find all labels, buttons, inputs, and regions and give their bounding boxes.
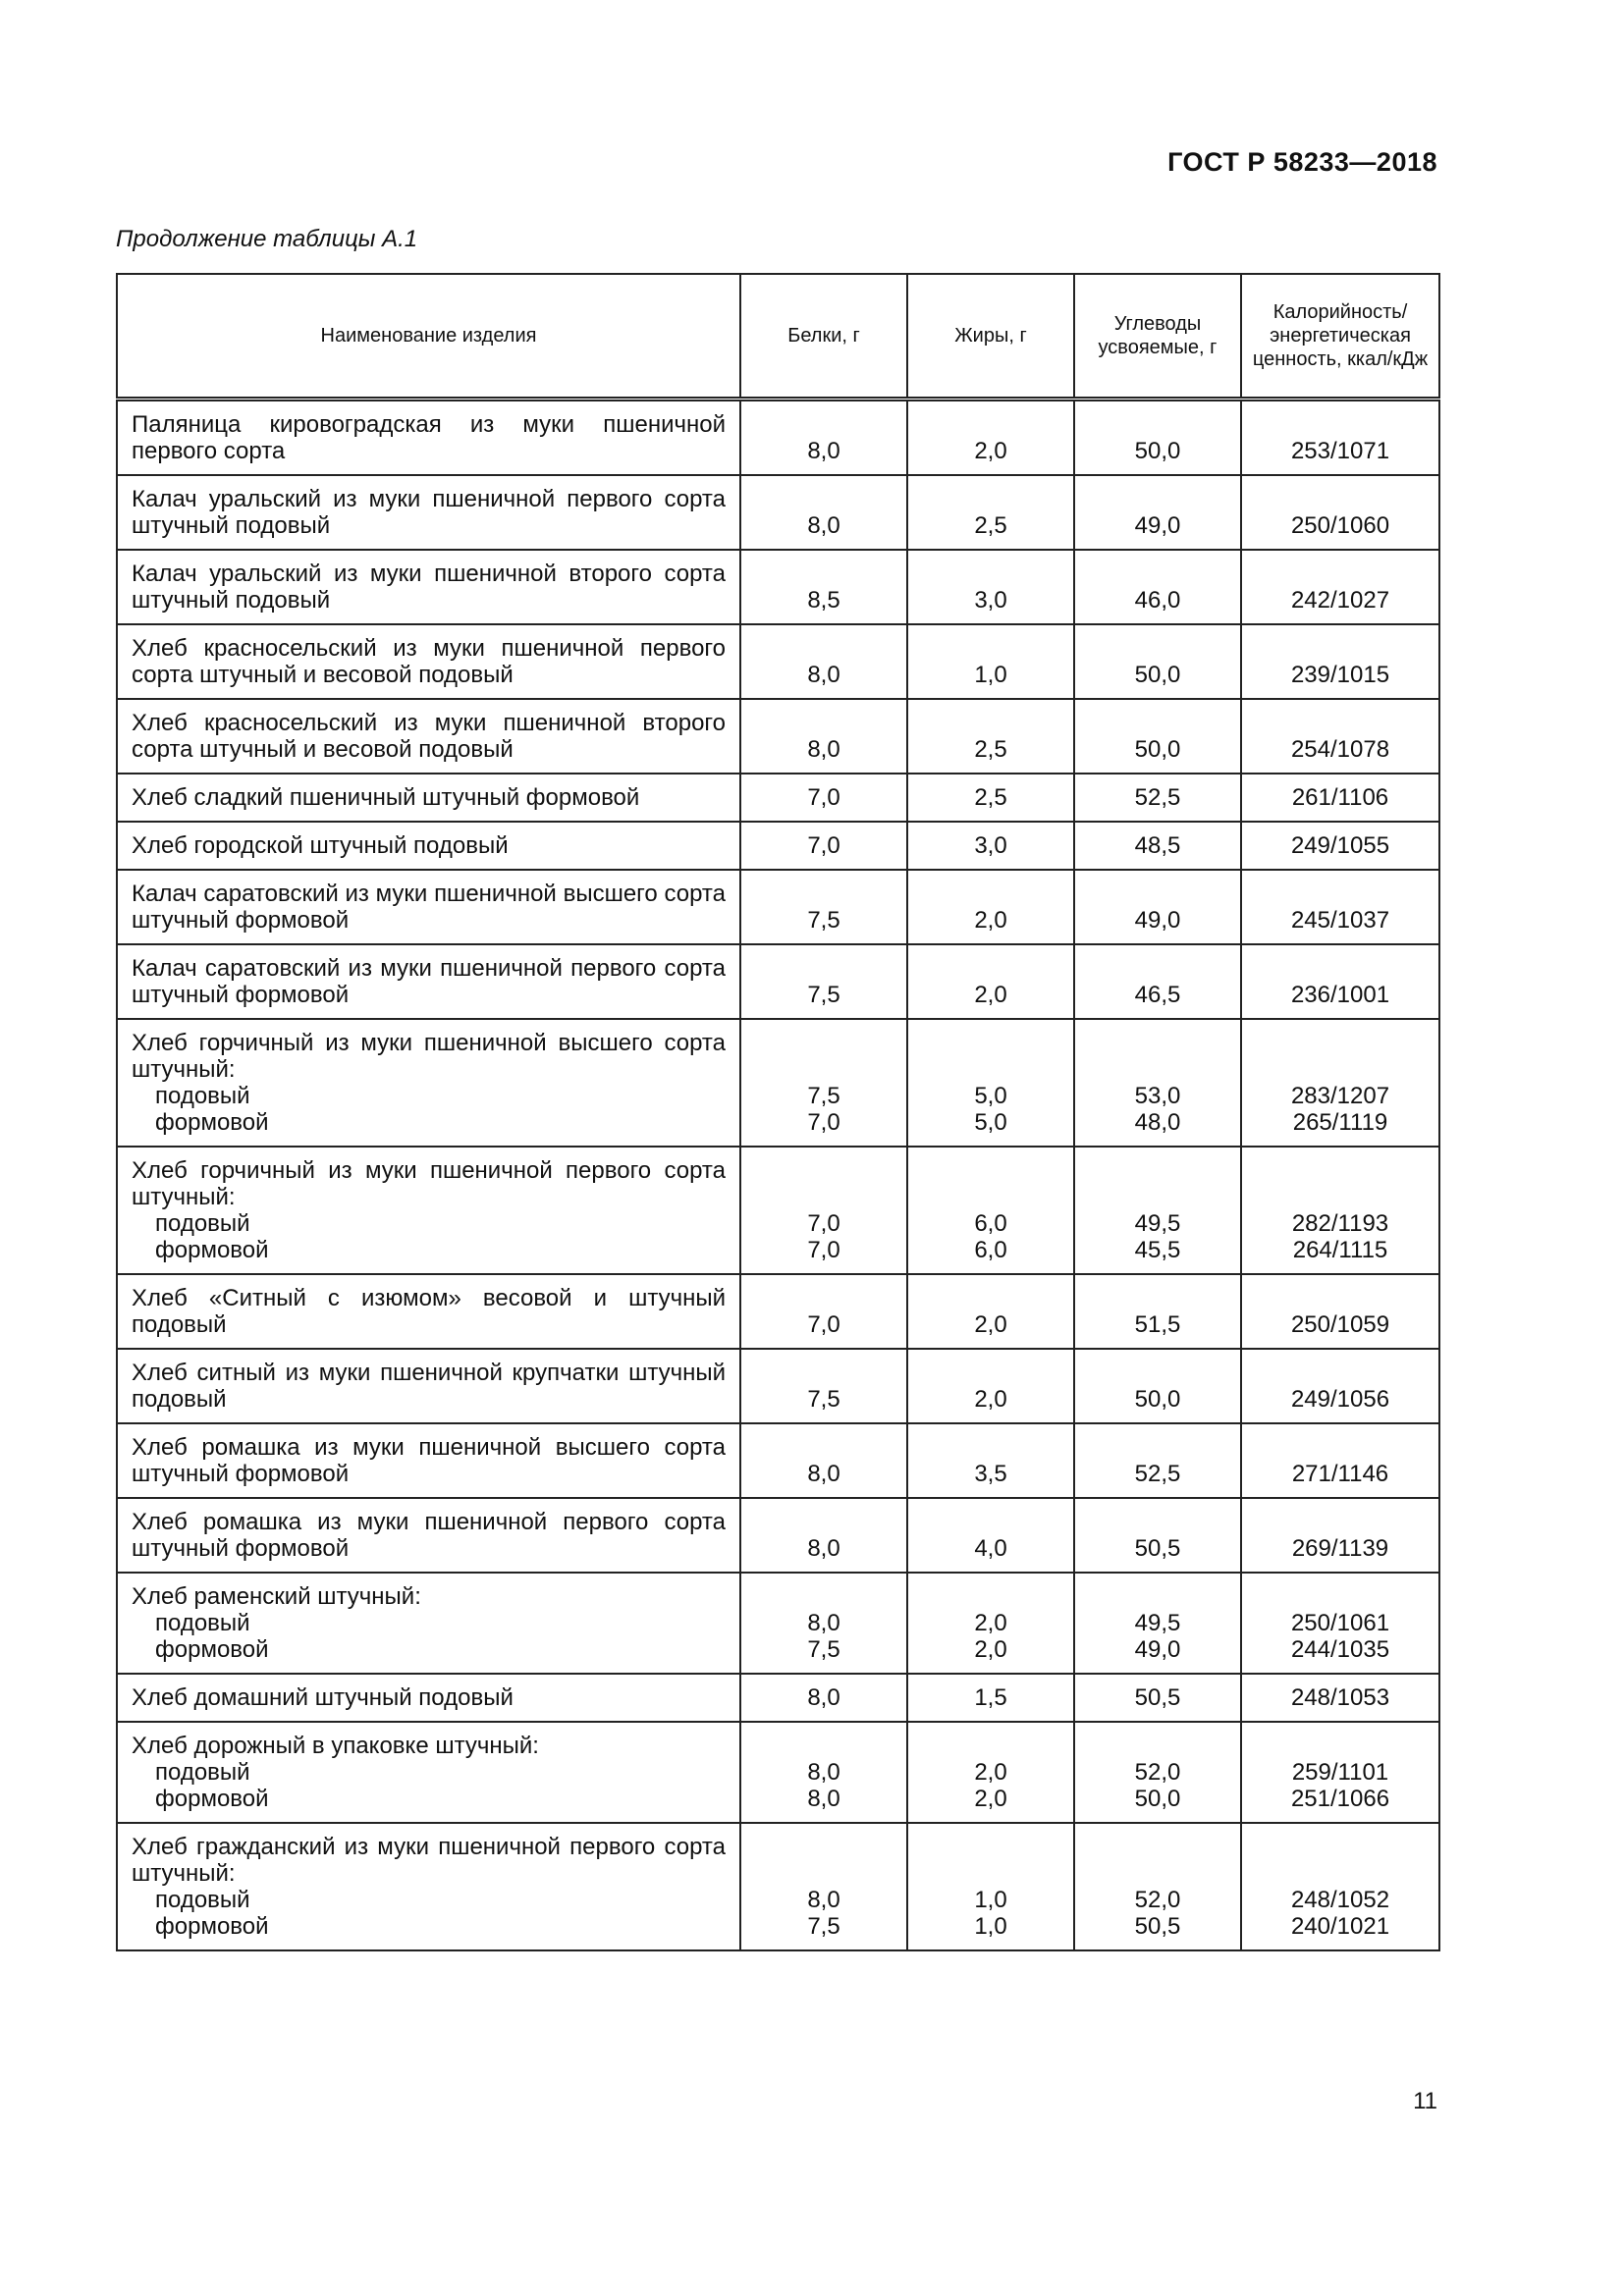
calorie-cell xyxy=(1241,1573,1439,1674)
page-number: 11 xyxy=(1413,2088,1437,2114)
product-name: Хлеб горчичный из муки пшеничной первого сорта штучный: xyxy=(132,1157,726,1210)
calorie-cell xyxy=(1241,1722,1439,1823)
carbohydrate-cell xyxy=(1074,1423,1241,1498)
table-row xyxy=(117,1498,1439,1573)
protein-cell xyxy=(740,550,907,624)
protein-cell xyxy=(740,774,907,822)
product-name-cell xyxy=(117,1349,740,1423)
protein-cell xyxy=(740,1674,907,1722)
carbohydrate-value: 45,5 xyxy=(1134,1237,1181,1263)
calorie-value: 269/1139 xyxy=(1291,1535,1389,1562)
calorie-value: 236/1001 xyxy=(1290,982,1390,1008)
product-name: Хлеб ромашка из муки пшеничной высшего сорта штучный формовой xyxy=(132,1434,726,1487)
protein-value: 7,5 xyxy=(807,1083,840,1109)
protein-value: 8,0 xyxy=(807,1786,840,1812)
calorie-value: 271/1146 xyxy=(1291,1461,1389,1487)
carbohydrate-cell xyxy=(1074,624,1241,699)
protein-cell xyxy=(740,944,907,1019)
carbohydrate-cell xyxy=(1074,1823,1241,1950)
protein-cell xyxy=(740,1498,907,1573)
carbohydrate-value: 52,0 xyxy=(1134,1759,1181,1786)
protein-cell xyxy=(740,400,907,476)
carbohydrate-value: 53,0 xyxy=(1134,1083,1181,1109)
product-name-cell xyxy=(117,822,740,870)
fat-value: 2,5 xyxy=(974,736,1007,763)
table-row xyxy=(117,822,1439,870)
fat-value: 5,0 xyxy=(974,1109,1007,1136)
fat-value: 2,0 xyxy=(974,982,1007,1008)
product-name: Калач саратовский из муки пшеничной первого сорта штучный формовой xyxy=(132,955,726,1008)
table-row xyxy=(117,1573,1439,1674)
product-name-cell xyxy=(117,1722,740,1823)
calorie-value: 239/1015 xyxy=(1290,662,1390,688)
carbohydrate-cell xyxy=(1074,774,1241,822)
product-name: Паляница кировоградская из муки пшеничной первого сорта xyxy=(132,411,726,464)
table-caption: Продолжение таблицы А.1 xyxy=(116,226,418,252)
calorie-value: 264/1115 xyxy=(1292,1237,1388,1263)
fat-value: 2,0 xyxy=(974,1386,1007,1413)
carbohydrate-value: 50,5 xyxy=(1134,1535,1181,1562)
protein-value: 7,0 xyxy=(807,1237,840,1263)
fat-cell xyxy=(907,1823,1074,1950)
calorie-value: 283/1207 xyxy=(1290,1083,1390,1109)
product-name: Калач уральский из муки пшеничной второго сорта штучный подовый xyxy=(132,561,726,614)
column-header-calories: Калорийность/ энергетическая ценность, ккал/кДж xyxy=(1241,274,1439,400)
product-name-cell xyxy=(117,774,740,822)
fat-value: 1,0 xyxy=(974,1913,1007,1940)
calorie-cell xyxy=(1241,624,1439,699)
carbohydrate-cell xyxy=(1074,550,1241,624)
fat-value: 2,5 xyxy=(974,512,1007,539)
protein-value: 7,5 xyxy=(807,1636,840,1663)
carbohydrate-value: 49,0 xyxy=(1134,907,1181,934)
product-name-cell xyxy=(117,1423,740,1498)
fat-value: 6,0 xyxy=(974,1210,1007,1237)
carbohydrate-value: 50,5 xyxy=(1134,1913,1181,1940)
fat-value: 6,0 xyxy=(974,1237,1007,1263)
product-name-cell xyxy=(117,699,740,774)
product-name-cell xyxy=(117,1147,740,1274)
carbohydrate-cell xyxy=(1074,822,1241,870)
calorie-cell xyxy=(1241,1423,1439,1498)
table-header xyxy=(117,274,1439,400)
calorie-cell xyxy=(1241,774,1439,822)
calorie-value: 244/1035 xyxy=(1290,1636,1390,1663)
fat-value: 2,0 xyxy=(974,1311,1007,1338)
product-name: Хлеб домашний штучный подовый xyxy=(132,1684,514,1711)
calorie-value: 251/1066 xyxy=(1290,1786,1390,1812)
carbohydrate-value: 50,0 xyxy=(1134,1386,1181,1413)
calorie-value: 265/1119 xyxy=(1292,1109,1388,1136)
protein-cell xyxy=(740,475,907,550)
table-row xyxy=(117,944,1439,1019)
calorie-value: 249/1055 xyxy=(1290,832,1390,859)
product-variant: подовый xyxy=(155,1083,250,1109)
product-name-cell xyxy=(117,870,740,944)
table-row xyxy=(117,624,1439,699)
calorie-value: 245/1037 xyxy=(1290,907,1390,934)
carbohydrate-value: 52,5 xyxy=(1134,784,1181,811)
table-row xyxy=(117,1274,1439,1349)
protein-cell xyxy=(740,1573,907,1674)
protein-value: 8,0 xyxy=(807,512,840,539)
fat-value: 2,0 xyxy=(974,1610,1007,1636)
protein-value: 7,0 xyxy=(807,832,840,859)
calorie-value: 259/1101 xyxy=(1291,1759,1389,1786)
protein-value: 8,0 xyxy=(807,1461,840,1487)
calorie-value: 261/1106 xyxy=(1291,784,1389,811)
fat-cell xyxy=(907,699,1074,774)
calorie-cell xyxy=(1241,1674,1439,1722)
fat-value: 2,0 xyxy=(974,438,1007,464)
table-row xyxy=(117,1349,1439,1423)
product-name-cell xyxy=(117,1019,740,1147)
calorie-value: 250/1059 xyxy=(1290,1311,1390,1338)
carbohydrate-value: 50,0 xyxy=(1134,662,1181,688)
product-name: Калач уральский из муки пшеничной первого сорта штучный подовый xyxy=(132,486,726,539)
protein-value: 8,5 xyxy=(807,587,840,614)
calorie-value: 250/1060 xyxy=(1290,512,1390,539)
fat-value: 2,0 xyxy=(974,1786,1007,1812)
fat-cell xyxy=(907,774,1074,822)
carbohydrate-cell xyxy=(1074,1019,1241,1147)
carbohydrate-value: 48,0 xyxy=(1134,1109,1181,1136)
table-row xyxy=(117,550,1439,624)
protein-value: 8,0 xyxy=(807,1759,840,1786)
fat-cell xyxy=(907,944,1074,1019)
fat-cell xyxy=(907,475,1074,550)
column-header-proteins: Белки, г xyxy=(740,274,907,400)
calorie-cell xyxy=(1241,1147,1439,1274)
calorie-cell xyxy=(1241,1823,1439,1950)
carbohydrate-value: 50,0 xyxy=(1134,1786,1181,1812)
carbohydrate-cell xyxy=(1074,1573,1241,1674)
carbohydrate-cell xyxy=(1074,1147,1241,1274)
protein-value: 7,0 xyxy=(807,1210,840,1237)
calorie-cell xyxy=(1241,944,1439,1019)
calorie-value: 249/1056 xyxy=(1290,1386,1390,1413)
protein-value: 8,0 xyxy=(807,736,840,763)
fat-cell xyxy=(907,1573,1074,1674)
table-row xyxy=(117,699,1439,774)
product-name: Хлеб красносельский из муки пшеничной второго сорта штучный и весовой подовый xyxy=(132,710,726,763)
protein-value: 7,5 xyxy=(807,907,840,934)
fat-cell xyxy=(907,1147,1074,1274)
table-header-row xyxy=(117,274,1439,400)
fat-cell xyxy=(907,550,1074,624)
fat-cell xyxy=(907,1498,1074,1573)
protein-cell xyxy=(740,1019,907,1147)
fat-cell xyxy=(907,870,1074,944)
calorie-value: 242/1027 xyxy=(1290,587,1390,614)
protein-value: 7,0 xyxy=(807,1109,840,1136)
carbohydrate-cell xyxy=(1074,1349,1241,1423)
carbohydrate-cell xyxy=(1074,870,1241,944)
fat-cell xyxy=(907,1019,1074,1147)
protein-cell xyxy=(740,1274,907,1349)
calorie-cell xyxy=(1241,400,1439,476)
table-row xyxy=(117,1722,1439,1823)
table-row xyxy=(117,1674,1439,1722)
product-name-cell xyxy=(117,1573,740,1674)
product-name-cell xyxy=(117,1498,740,1573)
calorie-value: 254/1078 xyxy=(1290,736,1390,763)
product-name-cell xyxy=(117,400,740,476)
fat-cell xyxy=(907,400,1074,476)
carbohydrate-value: 52,5 xyxy=(1134,1461,1181,1487)
carbohydrate-value: 49,5 xyxy=(1134,1610,1181,1636)
product-variant: формовой xyxy=(155,1237,269,1263)
calorie-value: 248/1052 xyxy=(1290,1887,1390,1913)
fat-value: 3,0 xyxy=(974,587,1007,614)
column-header-fats: Жиры, г xyxy=(907,274,1074,400)
fat-value: 3,5 xyxy=(974,1461,1007,1487)
table-row xyxy=(117,1823,1439,1950)
fat-value: 5,0 xyxy=(974,1083,1007,1109)
carbohydrate-value: 50,0 xyxy=(1134,438,1181,464)
fat-cell xyxy=(907,1423,1074,1498)
calorie-value: 282/1193 xyxy=(1291,1210,1389,1237)
protein-cell xyxy=(740,1722,907,1823)
product-name-cell xyxy=(117,1674,740,1722)
protein-cell xyxy=(740,1349,907,1423)
carbohydrate-cell xyxy=(1074,1498,1241,1573)
product-name: Хлеб горчичный из муки пшеничной высшего сорта штучный: xyxy=(132,1030,726,1083)
protein-value: 8,0 xyxy=(807,1610,840,1636)
calorie-value: 253/1071 xyxy=(1290,438,1390,464)
protein-value: 8,0 xyxy=(807,662,840,688)
calorie-cell xyxy=(1241,475,1439,550)
calorie-cell xyxy=(1241,550,1439,624)
protein-value: 8,0 xyxy=(807,1684,840,1711)
table-row xyxy=(117,774,1439,822)
protein-cell xyxy=(740,822,907,870)
carbohydrate-cell xyxy=(1074,1274,1241,1349)
carbohydrate-value: 46,0 xyxy=(1134,587,1181,614)
protein-value: 7,5 xyxy=(807,982,840,1008)
product-name: Хлеб красносельский из муки пшеничной первого сорта штучный и весовой подовый xyxy=(132,635,726,688)
product-name: Хлеб городской штучный подовый xyxy=(132,832,509,859)
product-variant: формовой xyxy=(155,1109,269,1136)
table-body xyxy=(117,400,1439,1951)
calorie-value: 240/1021 xyxy=(1290,1913,1390,1940)
product-name: Хлеб раменский штучный: xyxy=(132,1583,421,1610)
calorie-cell xyxy=(1241,699,1439,774)
calorie-cell xyxy=(1241,1349,1439,1423)
product-variant: подовый xyxy=(155,1887,250,1913)
calorie-cell xyxy=(1241,1498,1439,1573)
protein-cell xyxy=(740,699,907,774)
fat-value: 4,0 xyxy=(974,1535,1007,1562)
calorie-cell xyxy=(1241,870,1439,944)
protein-cell xyxy=(740,624,907,699)
protein-value: 7,0 xyxy=(807,1311,840,1338)
product-variant: формовой xyxy=(155,1913,269,1940)
carbohydrate-value: 46,5 xyxy=(1134,982,1181,1008)
table-row xyxy=(117,870,1439,944)
fat-cell xyxy=(907,1349,1074,1423)
table-row xyxy=(117,1019,1439,1147)
protein-value: 7,5 xyxy=(807,1913,840,1940)
product-name: Хлеб ромашка из муки пшеничной первого сорта штучный формовой xyxy=(132,1509,726,1562)
table-row xyxy=(117,475,1439,550)
fat-value: 1,0 xyxy=(974,662,1007,688)
fat-value: 2,5 xyxy=(974,784,1007,811)
document-code: ГОСТ Р 58233—2018 xyxy=(1167,147,1437,177)
carbohydrate-cell xyxy=(1074,400,1241,476)
protein-value: 7,5 xyxy=(807,1386,840,1413)
calorie-cell xyxy=(1241,1274,1439,1349)
fat-value: 1,0 xyxy=(974,1887,1007,1913)
fat-value: 2,0 xyxy=(974,1759,1007,1786)
product-name: Калач саратовский из муки пшеничной высшего сорта штучный формовой xyxy=(132,881,726,934)
protein-value: 8,0 xyxy=(807,1535,840,1562)
nutrition-table xyxy=(116,273,1440,1951)
fat-cell xyxy=(907,1722,1074,1823)
product-variant: подовый xyxy=(155,1759,250,1786)
calorie-value: 250/1061 xyxy=(1290,1610,1390,1636)
calorie-cell xyxy=(1241,1019,1439,1147)
product-name-cell xyxy=(117,944,740,1019)
carbohydrate-value: 48,5 xyxy=(1134,832,1181,859)
product-name: Хлеб дорожный в упаковке штучный: xyxy=(132,1733,539,1759)
carbohydrate-cell xyxy=(1074,944,1241,1019)
carbohydrate-cell xyxy=(1074,1722,1241,1823)
carbohydrate-cell xyxy=(1074,475,1241,550)
calorie-cell xyxy=(1241,822,1439,870)
protein-cell xyxy=(740,1823,907,1950)
product-name-cell xyxy=(117,624,740,699)
product-name: Хлеб ситный из муки пшеничной крупчатки штучный подовый xyxy=(132,1360,726,1413)
fat-cell xyxy=(907,1674,1074,1722)
product-variant: подовый xyxy=(155,1210,250,1237)
product-name-cell xyxy=(117,475,740,550)
carbohydrate-value: 51,5 xyxy=(1134,1311,1181,1338)
table-row xyxy=(117,1147,1439,1274)
product-variant: формовой xyxy=(155,1786,269,1812)
table-row xyxy=(117,400,1439,476)
carbohydrate-cell xyxy=(1074,1674,1241,1722)
product-variant: подовый xyxy=(155,1610,250,1636)
fat-value: 2,0 xyxy=(974,907,1007,934)
product-name-cell xyxy=(117,550,740,624)
column-header-carbohydrates: Углеводы усвояемые, г xyxy=(1074,274,1241,400)
fat-cell xyxy=(907,624,1074,699)
product-name: Хлеб «Ситный с изюмом» весовой и штучный подовый xyxy=(132,1285,726,1338)
carbohydrate-value: 52,0 xyxy=(1134,1887,1181,1913)
fat-value: 2,0 xyxy=(974,1636,1007,1663)
product-name-cell xyxy=(117,1274,740,1349)
protein-cell xyxy=(740,1423,907,1498)
carbohydrate-value: 49,0 xyxy=(1134,1636,1181,1663)
product-variant: формовой xyxy=(155,1636,269,1663)
protein-cell xyxy=(740,870,907,944)
carbohydrate-value: 49,5 xyxy=(1134,1210,1181,1237)
product-name-cell xyxy=(117,1823,740,1950)
fat-value: 3,0 xyxy=(974,832,1007,859)
carbohydrate-value: 50,5 xyxy=(1134,1684,1181,1711)
product-name: Хлеб гражданский из муки пшеничной первого сорта штучный: xyxy=(132,1834,726,1887)
product-name: Хлеб сладкий пшеничный штучный формовой xyxy=(132,784,640,811)
fat-cell xyxy=(907,822,1074,870)
calorie-value: 248/1053 xyxy=(1290,1684,1390,1711)
carbohydrate-cell xyxy=(1074,699,1241,774)
carbohydrate-value: 50,0 xyxy=(1134,736,1181,763)
carbohydrate-value: 49,0 xyxy=(1134,512,1181,539)
protein-value: 8,0 xyxy=(807,1887,840,1913)
protein-value: 7,0 xyxy=(807,784,840,811)
fat-cell xyxy=(907,1274,1074,1349)
column-header-product-name: Наименование изделия xyxy=(117,274,740,400)
table-row xyxy=(117,1423,1439,1498)
protein-value: 8,0 xyxy=(807,438,840,464)
protein-cell xyxy=(740,1147,907,1274)
fat-value: 1,5 xyxy=(974,1684,1007,1711)
